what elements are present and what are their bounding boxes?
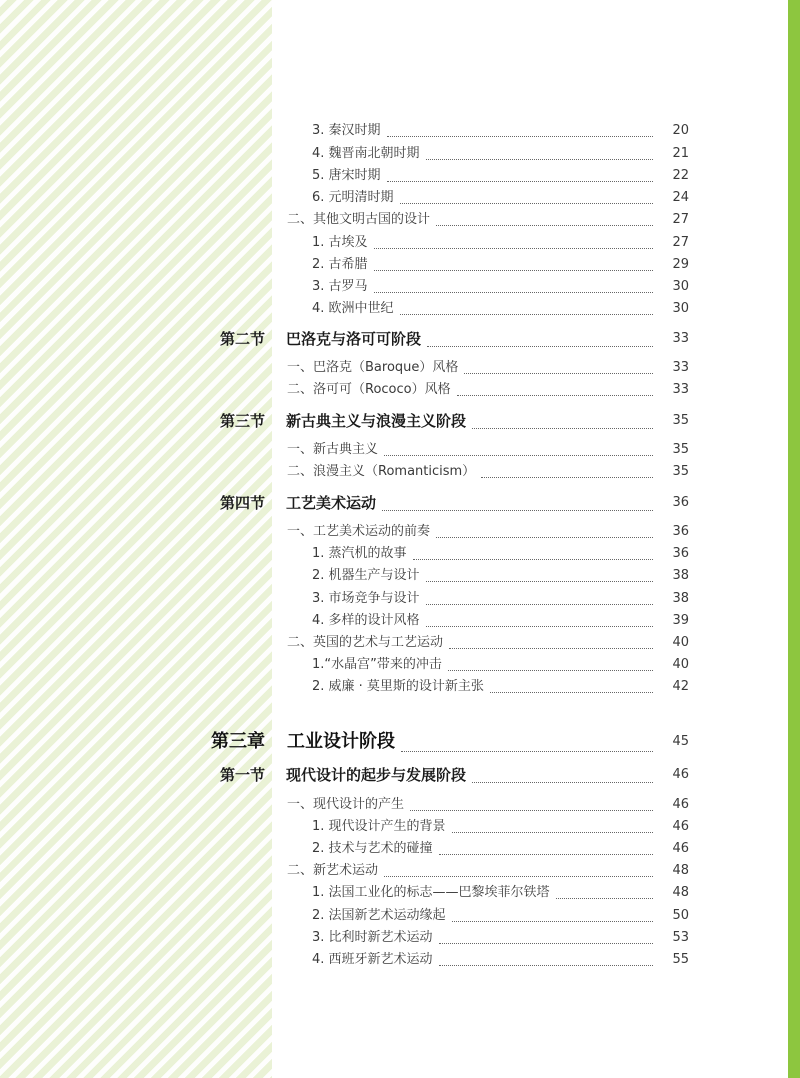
dot-leader bbox=[436, 225, 653, 226]
toc-entry-label: 工业设计阶段 bbox=[287, 731, 395, 752]
toc-entry-label: 2. 威廉 · 莫里斯的设计新主张 bbox=[312, 679, 484, 694]
toc-entry-page: 35 bbox=[672, 464, 689, 479]
toc-entry-label: 一、现代设计的产生 bbox=[287, 797, 405, 812]
toc-chapter-entry bbox=[0, 729, 800, 755]
toc-entry bbox=[0, 590, 800, 608]
toc-entry-page: 38 bbox=[672, 568, 689, 583]
toc-entry-label: 2. 技术与艺术的碰撞 bbox=[312, 841, 433, 856]
toc-entry-page: 24 bbox=[672, 190, 689, 205]
toc-entry-label: 二、新艺术运动 bbox=[287, 863, 379, 878]
dot-leader bbox=[382, 510, 653, 511]
toc-entry-page: 40 bbox=[672, 657, 689, 672]
toc-entry-page: 29 bbox=[672, 257, 689, 272]
toc-entry-label: 现代设计的起步与发展阶段 bbox=[286, 766, 467, 784]
dot-leader bbox=[400, 203, 653, 204]
dot-leader bbox=[401, 751, 653, 752]
toc-entry-label: 工艺美术运动 bbox=[286, 494, 377, 512]
toc-entry bbox=[0, 656, 800, 674]
toc-entry-label: 4. 欧洲中世纪 bbox=[312, 301, 394, 316]
toc-entry-number: 第三节 bbox=[220, 412, 266, 430]
dot-leader bbox=[472, 428, 653, 429]
toc-entry-page: 27 bbox=[672, 235, 689, 250]
toc-entry bbox=[0, 862, 800, 880]
toc-section-entry bbox=[0, 764, 800, 786]
toc-entry-page: 36 bbox=[672, 546, 689, 561]
toc-entry-label: 巴洛克与洛可可阶段 bbox=[286, 330, 422, 348]
toc-entry-page: 27 bbox=[672, 212, 689, 227]
toc-entry-page: 33 bbox=[672, 360, 689, 375]
dot-leader bbox=[426, 581, 653, 582]
toc-entry-label: 1.“水晶宫”带来的冲击 bbox=[312, 657, 442, 672]
toc-entry-label: 二、洛可可（Rococo）风格 bbox=[287, 382, 451, 397]
dot-leader bbox=[413, 559, 653, 560]
dot-leader bbox=[410, 810, 653, 811]
dot-leader bbox=[387, 136, 653, 137]
toc-entry-page: 46 bbox=[672, 767, 689, 782]
dot-leader bbox=[374, 292, 653, 293]
toc-entry-page: 46 bbox=[672, 841, 689, 856]
dot-leader bbox=[426, 159, 653, 160]
dot-leader bbox=[427, 346, 653, 347]
toc-entry bbox=[0, 167, 800, 185]
toc-entry bbox=[0, 678, 800, 696]
toc-entry bbox=[0, 145, 800, 163]
dot-leader bbox=[449, 648, 653, 649]
dot-leader bbox=[400, 314, 653, 315]
toc-entry-page: 48 bbox=[672, 863, 689, 878]
toc-section-entry bbox=[0, 492, 800, 514]
dot-leader bbox=[439, 943, 653, 944]
toc-entry-label: 2. 机器生产与设计 bbox=[312, 568, 420, 583]
toc-entry-page: 36 bbox=[672, 495, 689, 510]
dot-leader bbox=[439, 854, 653, 855]
toc-entry-label: 1. 法国工业化的标志——巴黎埃菲尔铁塔 bbox=[312, 885, 550, 900]
toc-entry-label: 二、其他文明古国的设计 bbox=[287, 212, 431, 227]
toc-entry bbox=[0, 441, 800, 459]
dot-leader bbox=[472, 782, 653, 783]
toc-entry-label: 一、新古典主义 bbox=[287, 442, 379, 457]
toc-entry-page: 50 bbox=[672, 908, 689, 923]
toc-entry bbox=[0, 796, 800, 814]
toc-entry-label: 3. 古罗马 bbox=[312, 279, 368, 294]
dot-leader bbox=[481, 477, 653, 478]
toc-entry bbox=[0, 907, 800, 925]
toc-section-entry bbox=[0, 328, 800, 350]
toc-entry bbox=[0, 951, 800, 969]
toc-entry bbox=[0, 122, 800, 140]
toc-entry bbox=[0, 300, 800, 318]
toc-entry-label: 5. 唐宋时期 bbox=[312, 168, 381, 183]
dot-leader bbox=[384, 876, 653, 877]
toc-entry-page: 36 bbox=[672, 524, 689, 539]
toc-entry bbox=[0, 634, 800, 652]
toc-entry-label: 3. 秦汉时期 bbox=[312, 123, 381, 138]
toc-entry-page: 55 bbox=[672, 952, 689, 967]
toc-entry-label: 1. 现代设计产生的背景 bbox=[312, 819, 446, 834]
toc-entry-page: 35 bbox=[672, 413, 689, 428]
dot-leader bbox=[448, 670, 653, 671]
dot-leader bbox=[457, 395, 653, 396]
dot-leader bbox=[556, 898, 653, 899]
toc-entry-label: 2. 法国新艺术运动缘起 bbox=[312, 908, 446, 923]
toc-entry-number: 第三章 bbox=[211, 731, 265, 752]
toc-entry-number: 第四节 bbox=[220, 494, 266, 512]
toc-entry bbox=[0, 818, 800, 836]
toc-entry bbox=[0, 545, 800, 563]
toc-entry bbox=[0, 211, 800, 229]
toc-entry-page: 39 bbox=[672, 613, 689, 628]
dot-leader bbox=[374, 270, 653, 271]
dot-leader bbox=[387, 181, 653, 182]
toc-entry-page: 30 bbox=[672, 279, 689, 294]
toc-entry-label: 6. 元明清时期 bbox=[312, 190, 394, 205]
toc-entry-label: 1. 古埃及 bbox=[312, 235, 368, 250]
toc-entry-page: 20 bbox=[672, 123, 689, 138]
toc-entry bbox=[0, 884, 800, 902]
toc-entry-label: 2. 古希腊 bbox=[312, 257, 368, 272]
toc-entry-page: 21 bbox=[672, 146, 689, 161]
toc-entry bbox=[0, 612, 800, 630]
toc-entry-label: 1. 蒸汽机的故事 bbox=[312, 546, 407, 561]
dot-leader bbox=[426, 604, 653, 605]
toc-entry-page: 53 bbox=[672, 930, 689, 945]
toc-entry-label: 3. 市场竞争与设计 bbox=[312, 591, 420, 606]
toc-entry-number: 第二节 bbox=[220, 330, 266, 348]
toc-entry bbox=[0, 359, 800, 377]
toc-entry bbox=[0, 256, 800, 274]
toc-entry-page: 40 bbox=[672, 635, 689, 650]
toc-entry-label: 4. 魏晋南北朝时期 bbox=[312, 146, 420, 161]
toc-entry bbox=[0, 234, 800, 252]
dot-leader bbox=[452, 921, 653, 922]
toc-entry-label: 二、英国的艺术与工艺运动 bbox=[287, 635, 444, 650]
dot-leader bbox=[439, 965, 653, 966]
toc-entry-label: 4. 多样的设计风格 bbox=[312, 613, 420, 628]
toc-entry bbox=[0, 929, 800, 947]
toc-entry bbox=[0, 567, 800, 585]
toc-entry-number: 第一节 bbox=[220, 766, 266, 784]
toc-entry-label: 一、巴洛克（Baroque）风格 bbox=[287, 360, 459, 375]
toc-entry-page: 33 bbox=[672, 382, 689, 397]
toc-entry-page: 22 bbox=[672, 168, 689, 183]
toc-entry-page: 38 bbox=[672, 591, 689, 606]
toc-entry bbox=[0, 278, 800, 296]
toc-entry-label: 4. 西班牙新艺术运动 bbox=[312, 952, 433, 967]
toc-entry bbox=[0, 523, 800, 541]
toc-section-entry bbox=[0, 410, 800, 432]
toc-entry-page: 45 bbox=[672, 734, 689, 749]
toc-entry-label: 新古典主义与浪漫主义阶段 bbox=[286, 412, 467, 430]
toc-entry-page: 35 bbox=[672, 442, 689, 457]
toc-entry-page: 42 bbox=[672, 679, 689, 694]
toc-entry-page: 48 bbox=[672, 885, 689, 900]
dot-leader bbox=[426, 626, 653, 627]
toc-entry-page: 46 bbox=[672, 797, 689, 812]
toc-entry bbox=[0, 463, 800, 481]
toc-entry-page: 33 bbox=[672, 331, 689, 346]
dot-leader bbox=[464, 373, 653, 374]
dot-leader bbox=[384, 455, 653, 456]
toc-entry bbox=[0, 840, 800, 858]
dot-leader bbox=[436, 537, 653, 538]
toc-entry-label: 二、浪漫主义（Romanticism） bbox=[287, 464, 476, 479]
dot-leader bbox=[452, 832, 653, 833]
dot-leader bbox=[490, 692, 653, 693]
toc-entry-page: 46 bbox=[672, 819, 689, 834]
toc-entry-page: 30 bbox=[672, 301, 689, 316]
toc-entry bbox=[0, 189, 800, 207]
toc-entry bbox=[0, 381, 800, 399]
toc-entry-label: 一、工艺美术运动的前奏 bbox=[287, 524, 431, 539]
toc-entry-label: 3. 比利时新艺术运动 bbox=[312, 930, 433, 945]
dot-leader bbox=[374, 248, 653, 249]
